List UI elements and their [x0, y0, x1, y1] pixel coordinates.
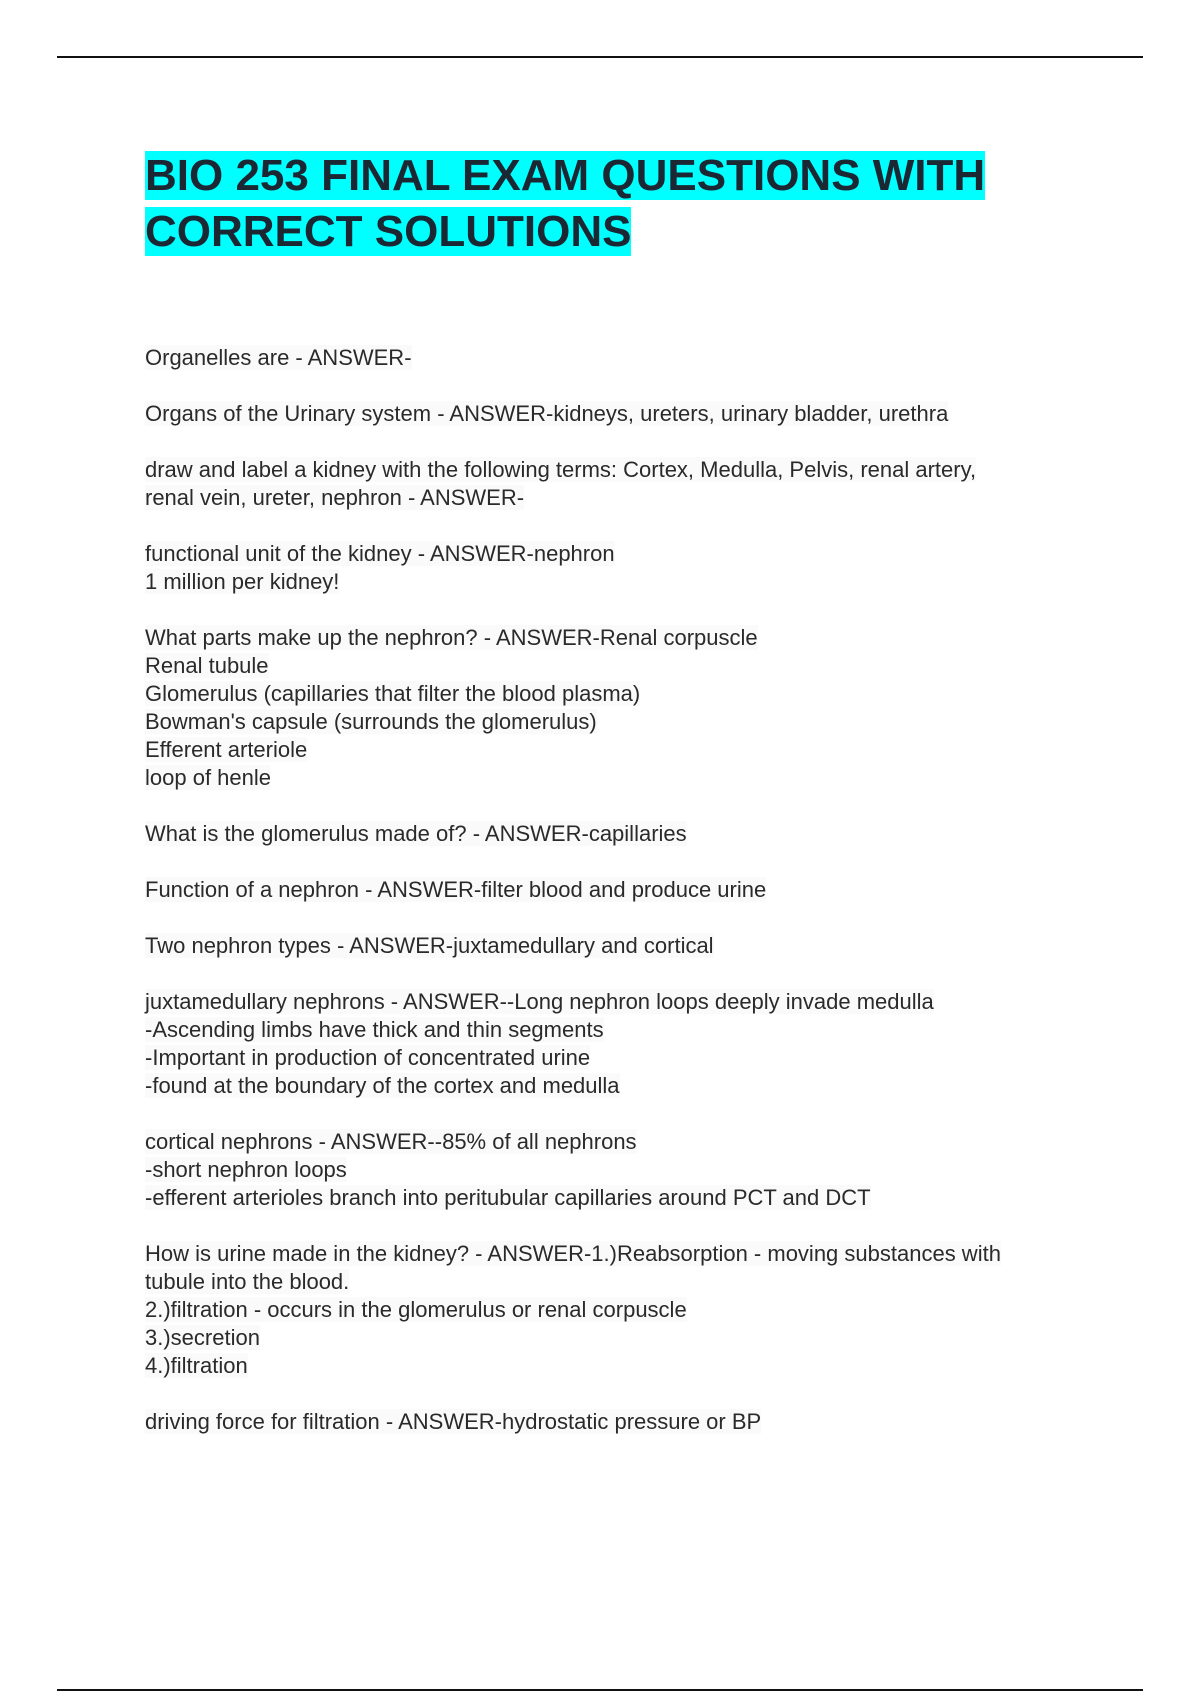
- qa-line: [145, 1044, 1095, 1072]
- footer-rule: [57, 1689, 1143, 1691]
- qa-item: [145, 456, 1095, 512]
- qa-line: [145, 344, 1095, 372]
- qa-line: [145, 1268, 1095, 1296]
- qa-line: [145, 680, 1095, 708]
- qa-line: [145, 1184, 1095, 1212]
- qa-line-text: Glomerulus (capillaries that filter the blood plasma): [145, 681, 641, 706]
- qa-line-text: Organs of the Urinary system - ANSWER-kidneys, ureters, urinary bladder, urethra: [145, 401, 949, 426]
- qa-line: [145, 932, 1095, 960]
- qa-line-text: Function of a nephron - ANSWER-filter blood and produce urine: [145, 877, 767, 902]
- document-body: [145, 148, 1095, 1464]
- qa-line: [145, 764, 1095, 792]
- qa-line: [145, 484, 1095, 512]
- qa-line-text: -Important in production of concentrated urine: [145, 1045, 591, 1070]
- qa-line: [145, 1016, 1095, 1044]
- qa-line-text: tubule into the blood.: [145, 1269, 350, 1294]
- qa-line: [145, 736, 1095, 764]
- qa-line: [145, 400, 1095, 428]
- document-title: [145, 148, 1095, 260]
- qa-line-text: functional unit of the kidney - ANSWER-nephron: [145, 541, 615, 566]
- qa-item: [145, 624, 1095, 792]
- qa-item: [145, 344, 1095, 372]
- qa-item: [145, 876, 1095, 904]
- qa-line-text: draw and label a kidney with the following terms: Cortex, Medulla, Pelvis, renal artery,: [145, 457, 977, 482]
- qa-line: [145, 988, 1095, 1016]
- qa-line-text: 4.)filtration: [145, 1353, 248, 1378]
- qa-line-text: loop of henle: [145, 765, 271, 790]
- qa-line-text: Efferent arteriole: [145, 737, 308, 762]
- title-line-1: BIO 253 FINAL EXAM QUESTIONS WITH: [145, 151, 986, 200]
- qa-line-text: What is the glomerulus made of? - ANSWER-capillaries: [145, 821, 687, 846]
- qa-item: [145, 932, 1095, 960]
- qa-line: [145, 1072, 1095, 1100]
- qa-line: [145, 1128, 1095, 1156]
- qa-line-text: -efferent arterioles branch into peritubular capillaries around PCT and DCT: [145, 1185, 871, 1210]
- qa-line-text: 2.)filtration - occurs in the glomerulus or renal corpuscle: [145, 1297, 687, 1322]
- qa-line-text: -found at the boundary of the cortex and medulla: [145, 1073, 620, 1098]
- qa-item: [145, 988, 1095, 1100]
- qa-line-text: Renal tubule: [145, 653, 269, 678]
- qa-line: [145, 1408, 1095, 1436]
- qa-line-text: How is urine made in the kidney? - ANSWER-1.)Reabsorption - moving substances with: [145, 1241, 1001, 1266]
- qa-line: [145, 568, 1095, 596]
- qa-line-text: renal vein, ureter, nephron - ANSWER-: [145, 485, 525, 510]
- qa-line: [145, 876, 1095, 904]
- qa-line-text: driving force for filtration - ANSWER-hydrostatic pressure or BP: [145, 1409, 762, 1434]
- qa-line: [145, 456, 1095, 484]
- title-line-2: CORRECT SOLUTIONS: [145, 207, 632, 256]
- qa-item: [145, 820, 1095, 848]
- qa-line: [145, 1240, 1095, 1268]
- qa-line-text: Bowman's capsule (surrounds the glomerulus): [145, 709, 597, 734]
- header-rule: [57, 56, 1143, 58]
- qa-line-text: What parts make up the nephron? - ANSWER-Renal corpuscle: [145, 625, 758, 650]
- qa-line: [145, 540, 1095, 568]
- qa-item: [145, 1128, 1095, 1212]
- qa-line: [145, 1352, 1095, 1380]
- qa-list: [145, 344, 1095, 1436]
- qa-line-text: cortical nephrons - ANSWER--85% of all nephrons: [145, 1129, 637, 1154]
- qa-item: [145, 400, 1095, 428]
- qa-line: [145, 1156, 1095, 1184]
- qa-line: [145, 708, 1095, 736]
- qa-item: [145, 540, 1095, 596]
- qa-line-text: Organelles are - ANSWER-: [145, 345, 412, 370]
- qa-line-text: 3.)secretion: [145, 1325, 260, 1350]
- qa-line: [145, 1324, 1095, 1352]
- qa-line-text: 1 million per kidney!: [145, 569, 340, 594]
- qa-item: [145, 1408, 1095, 1436]
- qa-line-text: juxtamedullary nephrons - ANSWER--Long nephron loops deeply invade medulla: [145, 989, 934, 1014]
- qa-line-text: -short nephron loops: [145, 1157, 347, 1182]
- qa-line-text: Two nephron types - ANSWER-juxtamedullary and cortical: [145, 933, 714, 958]
- qa-line: [145, 820, 1095, 848]
- qa-line: [145, 1296, 1095, 1324]
- qa-line: [145, 652, 1095, 680]
- qa-line: [145, 624, 1095, 652]
- qa-line-text: -Ascending limbs have thick and thin segments: [145, 1017, 604, 1042]
- qa-item: [145, 1240, 1095, 1380]
